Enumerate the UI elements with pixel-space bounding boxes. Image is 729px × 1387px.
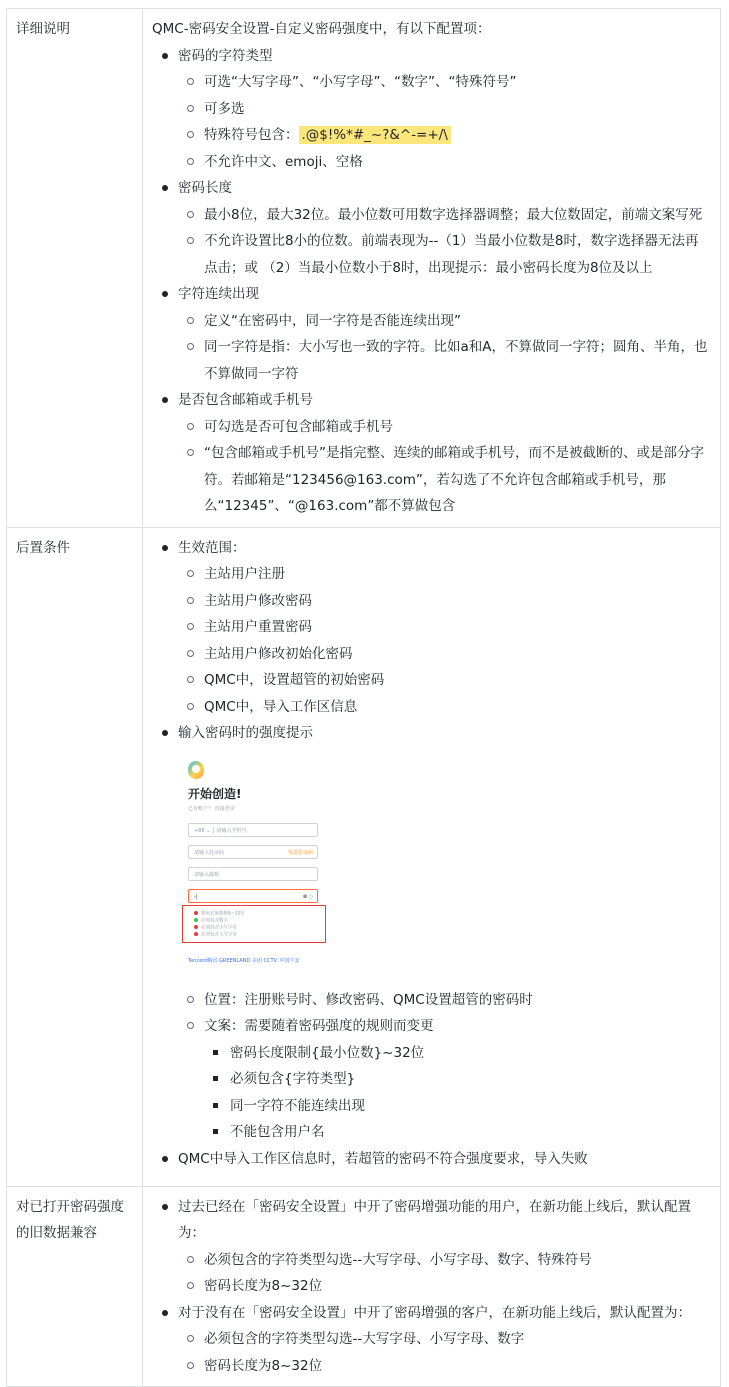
hint-text: 必须包含大写字母: [201, 932, 237, 937]
brand-logos: Tencent腾讯 GREENLAND 美团 CCTV. 中国平安: [188, 957, 300, 964]
sub-list: [204, 1040, 711, 1146]
row-content: [143, 1186, 721, 1387]
email-placeholder: 请输入邮箱: [194, 871, 220, 878]
list-item: 主站用户修改密码: [178, 588, 711, 615]
list-item: 定义“在密码中，同一字符是否能连续出现”: [178, 308, 711, 335]
hint-line: [194, 925, 237, 932]
list-item: 不允许中文、emoji、空格: [178, 149, 711, 176]
item-label: 生效范围：: [178, 539, 246, 556]
item-label: 输入密码时的强度提示: [178, 725, 313, 741]
list-item: 可选“大写字母”、“小写字母”、“数字”、“特殊符号”: [178, 69, 711, 96]
hint-line: [194, 911, 245, 918]
error-icon: [194, 925, 198, 929]
row-header: 后置条件: [7, 527, 143, 1186]
email-field: [188, 867, 318, 881]
intro-text: QMC-密码安全设置-自定义密码强度中，有以下配置项：: [152, 21, 491, 37]
list-item: [152, 175, 711, 281]
list-item: 可勾选是否可包含邮箱或手机号: [178, 414, 711, 441]
hint-line: [194, 918, 228, 925]
spec-table: [6, 8, 721, 1387]
list-item: 可多选: [178, 96, 711, 123]
sub-list: [178, 69, 711, 175]
hint-text: 密码长度限制8~32位: [201, 911, 245, 916]
password-value: -|: [194, 893, 198, 900]
list-item: “包含邮箱或手机号”是指完整、连续的邮箱或手机号，而不是被截断的、或是部分字符。若邮箱是“123456@163.com”，若勾选了不允许包含邮箱或手机号，那么“12345”、“@163.com”都不算做包含: [178, 440, 711, 520]
phone-placeholder: 请输入手机号: [216, 827, 247, 834]
phone-field: +86 ⌄ │ 请输入手机号: [188, 823, 318, 837]
row-header: 对已打开密码强度的旧数据兼容: [7, 1186, 143, 1387]
sub-list: [178, 308, 711, 388]
list-item: 位置：注册账号时、修改密码、QMC设置超管的密码时: [178, 987, 711, 1014]
code-placeholder: 请输入验证码: [194, 849, 225, 856]
item-label: 对于没有在「密码安全设置」中开了密码增强的客户，在新功能上线后，默认配置为：: [178, 1304, 691, 1321]
list-item: QMC中，设置超管的初始密码: [178, 667, 711, 694]
password-field: [188, 889, 318, 903]
list-item: [152, 1300, 711, 1380]
sub-list: [178, 1247, 711, 1300]
list-item: [178, 122, 711, 149]
send-code-button: 发送验证码: [287, 849, 313, 856]
list-item: 必须包含的字符类型勾选--大写字母、小写字母、数字: [178, 1326, 711, 1353]
table-row: [7, 527, 721, 1186]
error-icon: [194, 932, 198, 936]
list-item: 不能包含用户名: [204, 1119, 711, 1146]
code-field: [188, 845, 318, 859]
hint-line: [194, 932, 237, 939]
item-label: 密码长度: [178, 180, 232, 196]
list-item: 主站用户重置密码: [178, 614, 711, 641]
screenshot-subtitle: 已有账户？ 直接登录: [188, 805, 235, 812]
logo-icon: [188, 761, 204, 779]
list-item: [152, 720, 711, 1146]
list-item: [152, 387, 711, 520]
hint-text: 必须包含小写字母: [201, 925, 237, 930]
sub-list: [178, 561, 711, 720]
country-code: +86: [194, 827, 205, 834]
error-icon: [194, 911, 198, 915]
special-chars-highlight: .@$!%*#_~?&^-=+/\: [299, 126, 451, 144]
list-item: 最小8位，最大32位。最小位数可用数字选择器调整；最大位数固定，前端文案写死: [178, 202, 711, 229]
eye-icon: ⊗ ◌: [302, 893, 313, 900]
item-label: 字符连续出现: [178, 286, 259, 302]
list-item: [152, 535, 711, 721]
hint-text: 必须包含数字: [201, 918, 228, 923]
sub-list: [178, 202, 711, 282]
list-item: 同一字符是指：大小写也一致的字符。比如a和A，不算做同一字符；圆角、半角，也不算做同一字符: [178, 334, 711, 387]
signup-screenshot: [188, 761, 328, 975]
item-label: 过去已经在「密码安全设置」中开了密码增强功能的用户，在新功能上线后，默认配置为：: [178, 1198, 691, 1241]
table-row: [7, 9, 721, 528]
row-content: [143, 527, 721, 1186]
list-item: [152, 43, 711, 176]
list-item: 主站用户注册: [178, 561, 711, 588]
item-label: 特殊符号包含：: [204, 127, 299, 143]
list-item: 同一字符不能连续出现: [204, 1093, 711, 1120]
list-item: 密码长度为8~32位: [178, 1353, 711, 1380]
list-item: 不允许设置比8小的位数。前端表现为--（1）当最小位数是8时，数字选择器无法再点击；或 （2）当最小位数小于8时，出现提示：最小密码长度为8位及以上: [178, 228, 711, 281]
item-label: 是否包含邮箱或手机号: [178, 392, 313, 408]
list-item: 密码长度为8~32位: [178, 1273, 711, 1300]
sub-list: [178, 1326, 711, 1379]
table-row: [7, 1186, 721, 1387]
list-item: QMC中导入工作区信息时，若超管的密码不符合强度要求，导入失败: [152, 1146, 711, 1173]
compat-list: [152, 1194, 711, 1380]
row-header: 详细说明: [7, 9, 143, 528]
list-item: QMC中，导入工作区信息: [178, 694, 711, 721]
row-content: [143, 9, 721, 528]
list-item: 必须包含{字符类型}: [204, 1066, 711, 1093]
config-list: [152, 43, 711, 520]
list-item: [178, 1013, 711, 1146]
item-label: 文案：需要随着密码强度的规则而变更: [204, 1018, 434, 1034]
list-item: 主站用户修改初始化密码: [178, 641, 711, 668]
screenshot-title: 开始创造!: [188, 786, 242, 801]
postcondition-list: [152, 535, 711, 1173]
item-label: 密码的字符类型: [178, 47, 273, 64]
sub-list: [178, 987, 711, 1146]
list-item: 密码长度限制{最小位数}~32位: [204, 1040, 711, 1067]
list-item: 必须包含的字符类型勾选--大写字母、小写字母、数字、特殊符号: [178, 1247, 711, 1274]
list-item: [152, 1194, 711, 1300]
sub-list: [178, 414, 711, 520]
check-icon: [194, 918, 198, 922]
list-item: [152, 281, 711, 387]
